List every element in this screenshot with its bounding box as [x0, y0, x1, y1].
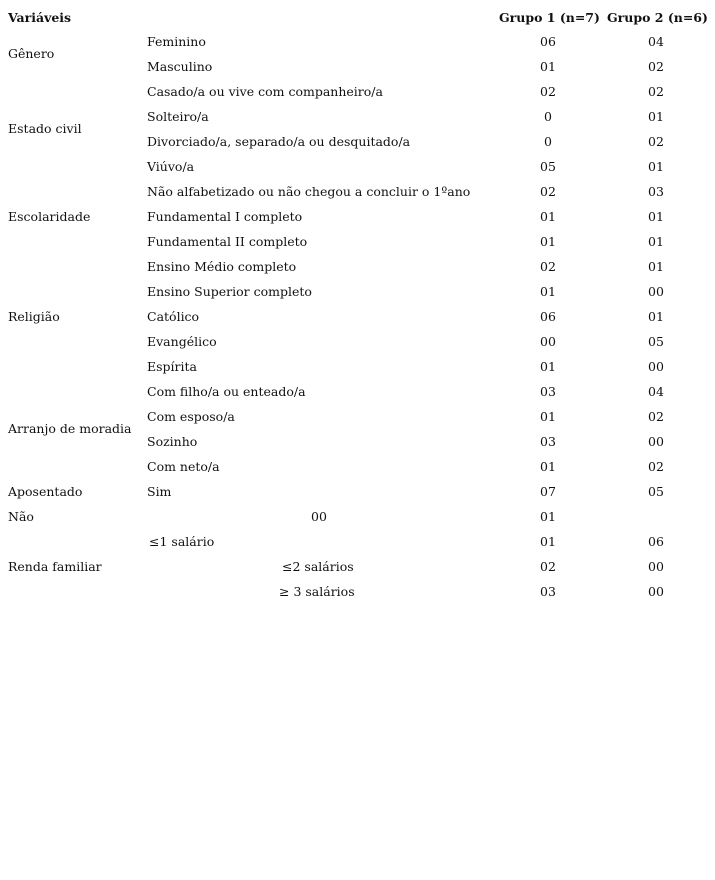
row-g1: 03	[540, 434, 556, 449]
row-g2: 02	[648, 134, 664, 149]
row-g2: 01	[648, 209, 664, 224]
row-category: Sim	[147, 484, 172, 499]
row-g1: 01	[540, 59, 556, 74]
row-g2: 02	[648, 84, 664, 99]
row-g1: 05	[540, 159, 556, 174]
row-g2: 00	[648, 359, 664, 374]
row-g2: 01	[648, 234, 664, 249]
row-category: Sozinho	[147, 434, 198, 449]
row-category: ≥ 3 salários	[279, 584, 355, 599]
row-category: Com filho/a ou enteado/a	[147, 384, 306, 399]
row-g2: 02	[648, 409, 664, 424]
row-category: Com neto/a	[147, 459, 220, 474]
row-g2: 06	[648, 534, 664, 549]
row-g2: 01	[648, 159, 664, 174]
row-category: Divorciado/a, separado/a ou desquitado/a	[147, 134, 411, 149]
row-category: Fundamental II completo	[147, 234, 308, 249]
row-g1: 01	[540, 534, 556, 549]
row-g2: 00	[648, 584, 664, 599]
row-category: Espírita	[147, 359, 197, 374]
header-variaveis: Variáveis	[8, 10, 72, 25]
group-label-renda: Renda familiar	[8, 559, 102, 574]
row-g1: 02	[540, 559, 556, 574]
header-grupo2: Grupo 2 (n=6)	[607, 10, 708, 25]
row-g2: 03	[648, 184, 664, 199]
row-g1: 01	[540, 234, 556, 249]
row-g1: 01	[540, 509, 556, 524]
group-label-estado-civil: Estado civil	[8, 121, 82, 136]
group-label-genero: Gênero	[8, 46, 55, 61]
row-category: Não alfabetizado ou não chegou a concluir o 1ºano	[147, 184, 471, 199]
group-label-aposentado: Aposentado	[8, 484, 83, 499]
row-g2: 00	[648, 559, 664, 574]
group-label-nao: Não	[8, 509, 34, 524]
row-category: Católico	[147, 309, 200, 324]
row-category: Fundamental I completo	[147, 209, 303, 224]
group-label-religiao: Religião	[8, 309, 60, 324]
row-category: 00	[311, 509, 327, 524]
row-g1: 00	[540, 334, 556, 349]
row-g1: 03	[540, 584, 556, 599]
row-g2: 01	[648, 309, 664, 324]
row-g1: 06	[540, 309, 556, 324]
row-g2: 05	[648, 334, 664, 349]
row-g1: 07	[540, 484, 556, 499]
row-category: Viúvo/a	[147, 159, 195, 174]
row-g2: 04	[648, 34, 664, 49]
row-category: Com esposo/a	[147, 409, 235, 424]
row-g2: 00	[648, 434, 664, 449]
row-g2: 04	[648, 384, 664, 399]
row-g1: 01	[540, 284, 556, 299]
row-g1: 06	[540, 34, 556, 49]
header-grupo1: Grupo 1 (n=7)	[499, 10, 600, 25]
row-category: ≤2 salários	[282, 559, 354, 574]
group-label-arranjo: Arranjo de moradia	[8, 421, 132, 436]
row-category: ≤1 salário	[149, 534, 215, 549]
row-category: Masculino	[147, 59, 213, 74]
row-g1: 01	[540, 409, 556, 424]
row-category: Solteiro/a	[147, 109, 209, 124]
row-g1: 0	[544, 134, 552, 149]
row-category: Feminino	[147, 34, 206, 49]
row-g1: 02	[540, 184, 556, 199]
row-category: Ensino Superior completo	[147, 284, 312, 299]
row-g2: 02	[648, 59, 664, 74]
row-category: Casado/a ou vive com companheiro/a	[147, 84, 383, 99]
row-g2: 02	[648, 459, 664, 474]
row-g1: 01	[540, 209, 556, 224]
row-g2: 05	[648, 484, 664, 499]
row-g2: 01	[648, 259, 664, 274]
row-category: Evangélico	[147, 334, 217, 349]
row-g1: 03	[540, 384, 556, 399]
row-g1: 0	[544, 109, 552, 124]
row-g1: 02	[540, 259, 556, 274]
group-label-escolaridade: Escolaridade	[8, 209, 91, 224]
row-g1: 01	[540, 359, 556, 374]
row-g1: 01	[540, 459, 556, 474]
row-g2: 01	[648, 109, 664, 124]
row-g1: 02	[540, 84, 556, 99]
row-g2: 00	[648, 284, 664, 299]
row-category: Ensino Médio completo	[147, 259, 297, 274]
